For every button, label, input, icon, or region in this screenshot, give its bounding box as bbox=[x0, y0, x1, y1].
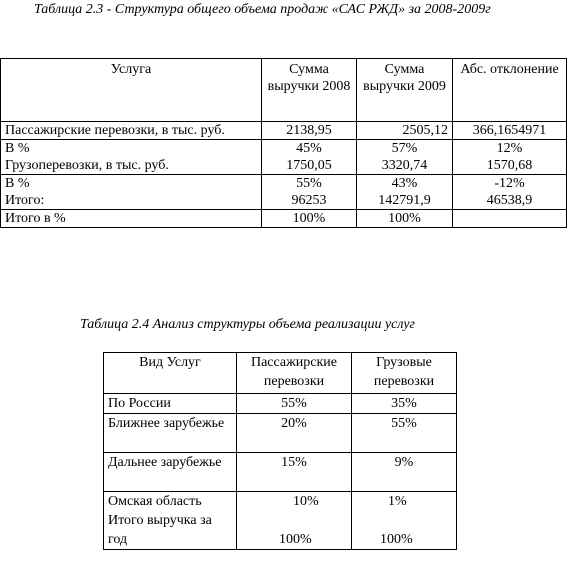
row-label: В % bbox=[1, 140, 262, 158]
header-service: Услуга bbox=[1, 59, 262, 122]
row-label: В % bbox=[1, 175, 262, 193]
row-label: Итого: bbox=[1, 192, 262, 210]
row-label-total: Итого выручка за год bbox=[108, 513, 212, 547]
cell-value: 9% bbox=[352, 453, 457, 492]
header-cargo: Грузовые перевозки bbox=[352, 353, 457, 394]
cell-value: 142791,9 bbox=[357, 192, 453, 210]
table-header-row bbox=[1, 59, 567, 122]
cell-value: 55% bbox=[262, 175, 357, 193]
cell-omsk-cargo: 1% bbox=[388, 494, 407, 509]
service-structure-table bbox=[103, 352, 457, 550]
cell-value: 55% bbox=[352, 414, 457, 453]
header-service-type: Вид Услуг bbox=[104, 353, 237, 394]
cell-value: 1750,05 bbox=[262, 157, 357, 175]
cell-value: 12% bbox=[453, 140, 567, 158]
cell-value: 96253 bbox=[262, 192, 357, 210]
header-revenue-2009: Сумма выручки 2009 bbox=[357, 59, 453, 122]
table-row bbox=[104, 394, 457, 414]
cell-value: 35% bbox=[352, 394, 457, 414]
cell-value: 366,1654971 bbox=[453, 122, 567, 140]
cell-value: 2505,12 bbox=[357, 122, 453, 140]
cell-value: 46538,9 bbox=[453, 192, 567, 210]
table-row bbox=[104, 414, 457, 453]
cell-value bbox=[237, 492, 352, 550]
table-row bbox=[1, 140, 567, 158]
cell-value: 45% bbox=[262, 140, 357, 158]
row-label: Грузоперевозки, в тыс. руб. bbox=[1, 157, 262, 175]
table-2-3-caption: Таблица 2.3 - Структура общего объема продаж «САС РЖД» за 2008-2009г bbox=[34, 2, 491, 17]
row-label: Итого в % bbox=[1, 210, 262, 228]
table-row bbox=[1, 210, 567, 228]
row-label: Ближнее зарубежье bbox=[104, 414, 237, 453]
header-revenue-2008: Сумма выручки 2008 bbox=[262, 59, 357, 122]
cell-value: 100% bbox=[357, 210, 453, 228]
cell-value: 15% bbox=[237, 453, 352, 492]
table-row bbox=[1, 122, 567, 140]
table-row bbox=[1, 175, 567, 193]
cell-value bbox=[352, 492, 457, 550]
cell-value bbox=[453, 210, 567, 228]
cell-value: 55% bbox=[237, 394, 352, 414]
table-row bbox=[104, 492, 457, 550]
cell-value: 57% bbox=[357, 140, 453, 158]
header-abs-deviation: Абс. отклонение bbox=[453, 59, 567, 122]
cell-total-cargo: 100% bbox=[380, 532, 413, 547]
table-2-4-caption: Таблица 2.4 Анализ структуры объема реализации услуг bbox=[80, 317, 415, 332]
cell-value: 1570,68 bbox=[453, 157, 567, 175]
row-label: Дальнее зарубежье bbox=[104, 453, 237, 492]
row-label-omsk: Омская область bbox=[108, 494, 202, 509]
cell-value: 43% bbox=[357, 175, 453, 193]
table-row bbox=[104, 453, 457, 492]
cell-value: -12% bbox=[453, 175, 567, 193]
cell-total-passenger: 100% bbox=[279, 532, 312, 547]
cell-value: 100% bbox=[262, 210, 357, 228]
table-row bbox=[1, 192, 567, 210]
row-label bbox=[104, 492, 237, 550]
header-passenger: Пассажирские перевозки bbox=[237, 353, 352, 394]
cell-value: 3320,74 bbox=[357, 157, 453, 175]
sales-structure-table bbox=[0, 58, 567, 228]
cell-value: 20% bbox=[237, 414, 352, 453]
table-row bbox=[1, 157, 567, 175]
cell-omsk-passenger: 10% bbox=[293, 494, 319, 509]
table-header-row bbox=[104, 353, 457, 394]
row-label: По России bbox=[104, 394, 237, 414]
row-label: Пассажирские перевозки, в тыс. руб. bbox=[1, 122, 262, 140]
cell-value: 2138,95 bbox=[262, 122, 357, 140]
